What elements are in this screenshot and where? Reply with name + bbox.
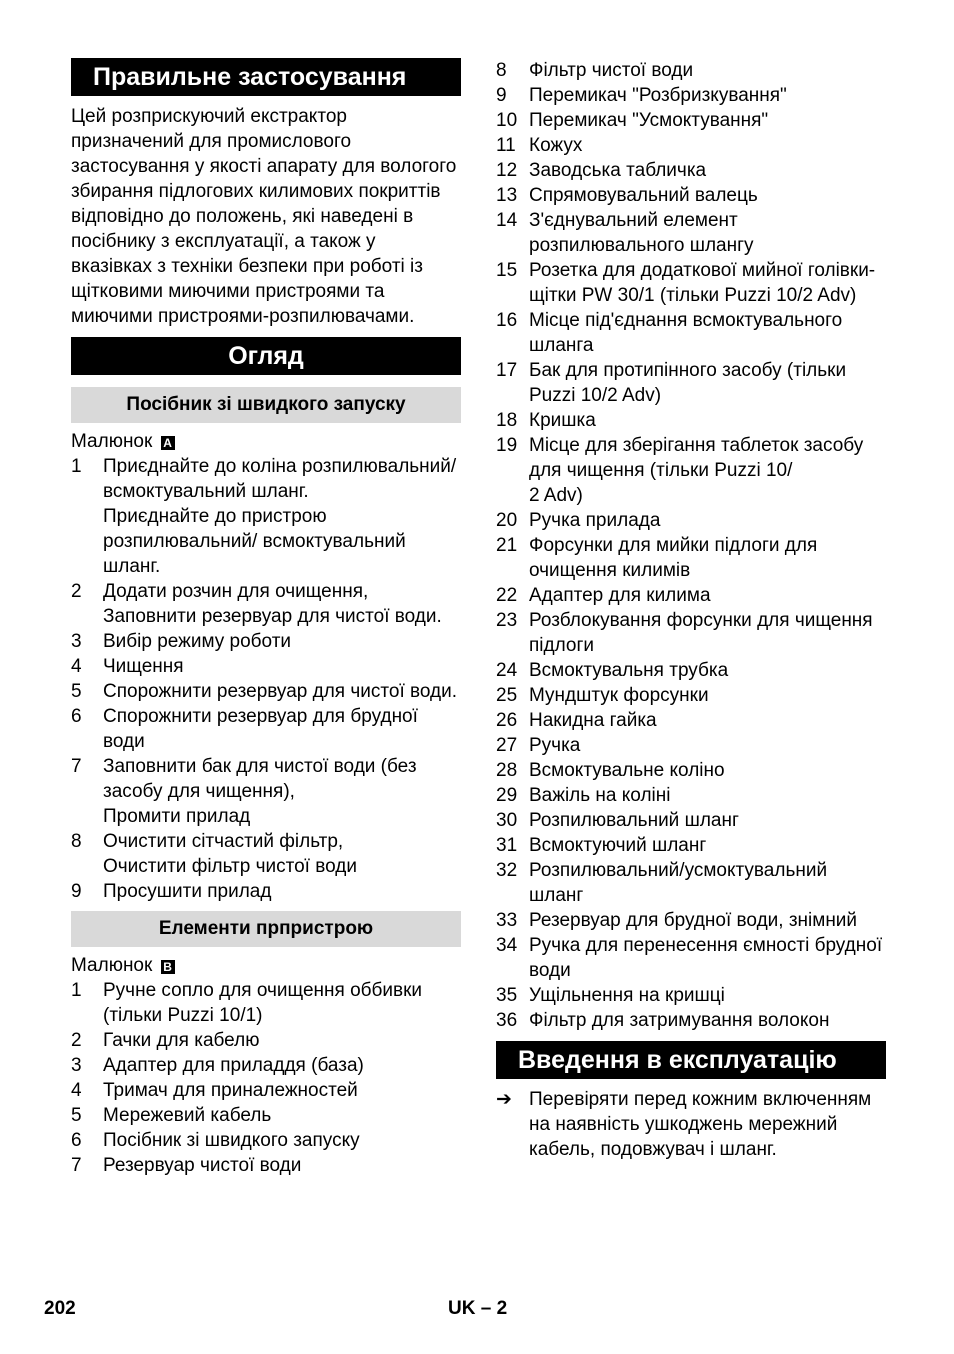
list-item bbox=[71, 1078, 461, 1103]
list-item-text: Перемикач "Розбризкування" bbox=[529, 85, 787, 106]
list-item-text: Всмоктуючий шланг bbox=[529, 835, 707, 856]
list-item-number: 30 bbox=[496, 810, 518, 831]
subheading-device-elements: Елементи прпристрою bbox=[71, 911, 461, 947]
list-item bbox=[71, 829, 461, 879]
list-item bbox=[71, 879, 461, 904]
subheading-quick-start: Посібник зі швидкого запуску bbox=[71, 387, 461, 423]
list-item bbox=[496, 133, 886, 158]
figure-a-letter: A bbox=[161, 436, 175, 450]
list-item bbox=[71, 654, 461, 679]
list-item-text: З'єднувальний елемент розпилювального шлангу bbox=[529, 210, 754, 256]
list-item bbox=[496, 308, 886, 358]
list-item-number: 4 bbox=[71, 1080, 82, 1101]
list-item-number: 21 bbox=[496, 535, 518, 556]
list-item bbox=[496, 783, 886, 808]
commissioning-text: Перевіряти перед кожним включенням на наявність ушкоджень мережний кабель, подовжувач і шланг. bbox=[529, 1089, 872, 1160]
list-item-number: 2 bbox=[71, 1030, 82, 1051]
list-item-number: 6 bbox=[71, 706, 82, 727]
list-item bbox=[496, 433, 886, 508]
list-item-text: Ручне сопло для очищення оббивки (тільки Puzzi 10/1) bbox=[103, 980, 423, 1026]
list-item-text: Мережевий кабель bbox=[103, 1105, 272, 1126]
list-item bbox=[496, 583, 886, 608]
list-item bbox=[496, 508, 886, 533]
list-item-text: Розблокування форсунки для чищення підлоги bbox=[529, 610, 873, 656]
list-item bbox=[496, 908, 886, 933]
list-item-text: Перемикач "Усмоктування" bbox=[529, 110, 769, 131]
list-item-text: Адаптер для приладдя (база) bbox=[103, 1055, 364, 1076]
list-item bbox=[71, 754, 461, 829]
list-item-text: Посібник зі швидкого запуску bbox=[103, 1130, 360, 1151]
figure-b-label: Малюнок bbox=[71, 955, 153, 976]
list-item bbox=[496, 358, 886, 408]
list-item-text: Ручка для перенесення ємності брудної води bbox=[529, 935, 883, 981]
list-item-text: Кожух bbox=[529, 135, 583, 156]
list-item-text: Фільтр для затримування волокон bbox=[529, 1010, 830, 1031]
list-item bbox=[496, 408, 886, 433]
list-item-number: 23 bbox=[496, 610, 518, 631]
list-item-number: 13 bbox=[496, 185, 518, 206]
list-item bbox=[496, 658, 886, 683]
list-item-text: Додати розчин для очищення, Заповнити резервуар для чистої води. bbox=[103, 581, 442, 627]
list-item-number: 36 bbox=[496, 1010, 518, 1031]
list-item bbox=[71, 1128, 461, 1153]
list-item bbox=[71, 454, 461, 579]
figure-b-letter: B bbox=[161, 960, 175, 974]
list-item-text: Мундштук форсунки bbox=[529, 685, 709, 706]
list-item-number: 32 bbox=[496, 860, 518, 881]
language-page-label: UK – 2 bbox=[448, 1298, 508, 1319]
right-column bbox=[496, 58, 886, 1162]
list-item-number: 20 bbox=[496, 510, 518, 531]
list-item-text: Форсунки для мийки підлоги для очищення килимів bbox=[529, 535, 818, 581]
list-item bbox=[71, 679, 461, 704]
list-item-text: Приєднайте до коліна розпилювальний/ всмоктувальний шланг. Приєднайте до пристрою розпилювальний/ всмоктувальний шланг. bbox=[103, 456, 457, 577]
list-item-text: Просушити прилад bbox=[103, 881, 272, 902]
list-item bbox=[496, 258, 886, 308]
figure-a-ref bbox=[71, 429, 461, 454]
list-item-text: Розпилювальний шланг bbox=[529, 810, 739, 831]
list-item-number: 7 bbox=[71, 1155, 82, 1176]
list-item-number: 35 bbox=[496, 985, 518, 1006]
list-item-text: Гачки для кабелю bbox=[103, 1030, 260, 1051]
list-item-number: 31 bbox=[496, 835, 518, 856]
list-item-number: 14 bbox=[496, 210, 518, 231]
list-item-number: 28 bbox=[496, 760, 518, 781]
list-item bbox=[496, 833, 886, 858]
list-item-number: 11 bbox=[496, 135, 516, 156]
list-item-number: 29 bbox=[496, 785, 518, 806]
list-item-number: 1 bbox=[71, 456, 82, 477]
list-item bbox=[496, 183, 886, 208]
list-item-number: 2 bbox=[71, 581, 82, 602]
list-item-number: 1 bbox=[71, 980, 82, 1001]
list-item-number: 12 bbox=[496, 160, 518, 181]
list-item-number: 7 bbox=[71, 756, 82, 777]
list-item bbox=[496, 83, 886, 108]
commissioning-instruction bbox=[496, 1087, 886, 1162]
list-item-text: Очистити сітчастий фільтр, Очистити фільтр чистої води bbox=[103, 831, 357, 877]
arrow-icon: ➔ bbox=[496, 1089, 512, 1110]
list-item-text: Ручка bbox=[529, 735, 581, 756]
list-item bbox=[496, 933, 886, 983]
list-item-text: Спрямовувальний валець bbox=[529, 185, 758, 206]
list-item bbox=[496, 608, 886, 658]
figure-b-ref bbox=[71, 953, 461, 978]
heading-proper-use: Правильне застосування bbox=[71, 58, 461, 96]
quick-start-list bbox=[71, 454, 461, 904]
list-item-number: 5 bbox=[71, 681, 82, 702]
list-item bbox=[496, 58, 886, 83]
list-item bbox=[496, 983, 886, 1008]
list-item-text: Кришка bbox=[529, 410, 596, 431]
proper-use-text: Цей розприскуючий екстрактор призначений для промислового застосування у якості апарату для вологого збирання підлогових килимових покриттів відповідно до положень, які наведені в посібнику з експлуатації, а також у вказівках з техніки безпеки при роботі із щітковими миючими пристроями та миючими пристроями-розпилювачами. bbox=[71, 106, 457, 327]
list-item-number: 3 bbox=[71, 1055, 82, 1076]
list-item-number: 33 bbox=[496, 910, 518, 931]
list-item bbox=[496, 108, 886, 133]
list-item bbox=[496, 708, 886, 733]
list-item bbox=[71, 579, 461, 629]
list-item-text: Важіль на коліні bbox=[529, 785, 671, 806]
list-item bbox=[496, 158, 886, 183]
list-item-text: Вибір режиму роботи bbox=[103, 631, 292, 652]
list-item-text: Бак для протипінного засобу (тільки Puzzi 10/2 Adv) bbox=[529, 360, 847, 406]
list-item-text: Всмоктувальне коліно bbox=[529, 760, 725, 781]
list-item-number: 17 bbox=[496, 360, 518, 381]
list-item-text: Фільтр чистої води bbox=[529, 60, 694, 81]
list-item-text: Спорожнити резервуар для брудної води bbox=[103, 706, 418, 752]
list-item bbox=[496, 683, 886, 708]
list-item-number: 9 bbox=[71, 881, 82, 902]
device-elements-list-left bbox=[71, 978, 461, 1178]
list-item-text: Резервуар чистої води bbox=[103, 1155, 302, 1176]
list-item-number: 9 bbox=[496, 85, 507, 106]
list-item-number: 10 bbox=[496, 110, 518, 131]
list-item-number: 15 bbox=[496, 260, 518, 281]
list-item-text: Розетка для додаткової мийної голівки-щітки PW 30/1 (тільки Puzzi 10/2 Adv) bbox=[529, 260, 876, 306]
list-item-number: 19 bbox=[496, 435, 518, 456]
list-item-number: 22 bbox=[496, 585, 518, 606]
list-item-number: 18 bbox=[496, 410, 518, 431]
page-number: 202 bbox=[44, 1298, 76, 1319]
list-item-text: Чищення bbox=[103, 656, 184, 677]
list-item-number: 3 bbox=[71, 631, 82, 652]
list-item bbox=[496, 808, 886, 833]
list-item bbox=[496, 208, 886, 258]
list-item bbox=[496, 733, 886, 758]
list-item-text: Адаптер для килима bbox=[529, 585, 711, 606]
list-item-text: Розпилювальний/усмоктувальний шланг bbox=[529, 860, 828, 906]
list-item-text: Спорожнити резервуар для чистої води. bbox=[103, 681, 458, 702]
list-item-number: 4 bbox=[71, 656, 82, 677]
list-item bbox=[71, 978, 461, 1028]
heading-overview: Огляд bbox=[71, 337, 461, 375]
list-item-text: Резервуар для брудної води, знімний bbox=[529, 910, 858, 931]
list-item-text: Всмоктувальня трубка bbox=[529, 660, 729, 681]
device-elements-list-right bbox=[496, 58, 886, 1033]
list-item-number: 8 bbox=[71, 831, 82, 852]
list-item-text: Місце під'єднання всмоктувального шланга bbox=[529, 310, 843, 356]
list-item-text: Місце для зберігання таблеток засобу для чищення (тільки Puzzi 10/ 2 Adv) bbox=[529, 435, 864, 506]
list-item-text: Заповнити бак для чистої води (без засобу для чищення), Промити прилад bbox=[103, 756, 417, 827]
list-item-number: 25 bbox=[496, 685, 518, 706]
list-item bbox=[71, 1153, 461, 1178]
list-item-number: 6 bbox=[71, 1130, 82, 1151]
list-item bbox=[71, 1053, 461, 1078]
list-item bbox=[71, 629, 461, 654]
list-item bbox=[496, 758, 886, 783]
list-item bbox=[71, 704, 461, 754]
list-item-text: Ручка прилада bbox=[529, 510, 661, 531]
list-item-number: 16 bbox=[496, 310, 518, 331]
list-item-number: 27 bbox=[496, 735, 518, 756]
list-item-number: 26 bbox=[496, 710, 518, 731]
heading-commissioning: Введення в експлуатацію bbox=[496, 1041, 886, 1079]
list-item-number: 5 bbox=[71, 1105, 82, 1126]
list-item-text: Тримач для приналежностей bbox=[103, 1080, 358, 1101]
list-item bbox=[496, 858, 886, 908]
figure-a-label: Малюнок bbox=[71, 431, 153, 452]
list-item bbox=[496, 1008, 886, 1033]
list-item bbox=[71, 1028, 461, 1053]
list-item-number: 8 bbox=[496, 60, 507, 81]
list-item bbox=[71, 1103, 461, 1128]
list-item-text: Заводська табличка bbox=[529, 160, 707, 181]
list-item-number: 24 bbox=[496, 660, 518, 681]
list-item-number: 34 bbox=[496, 935, 518, 956]
left-column bbox=[71, 58, 461, 1178]
list-item bbox=[496, 533, 886, 583]
list-item-text: Ущільнення на кришці bbox=[529, 985, 725, 1006]
list-item-text: Накидна гайка bbox=[529, 710, 657, 731]
